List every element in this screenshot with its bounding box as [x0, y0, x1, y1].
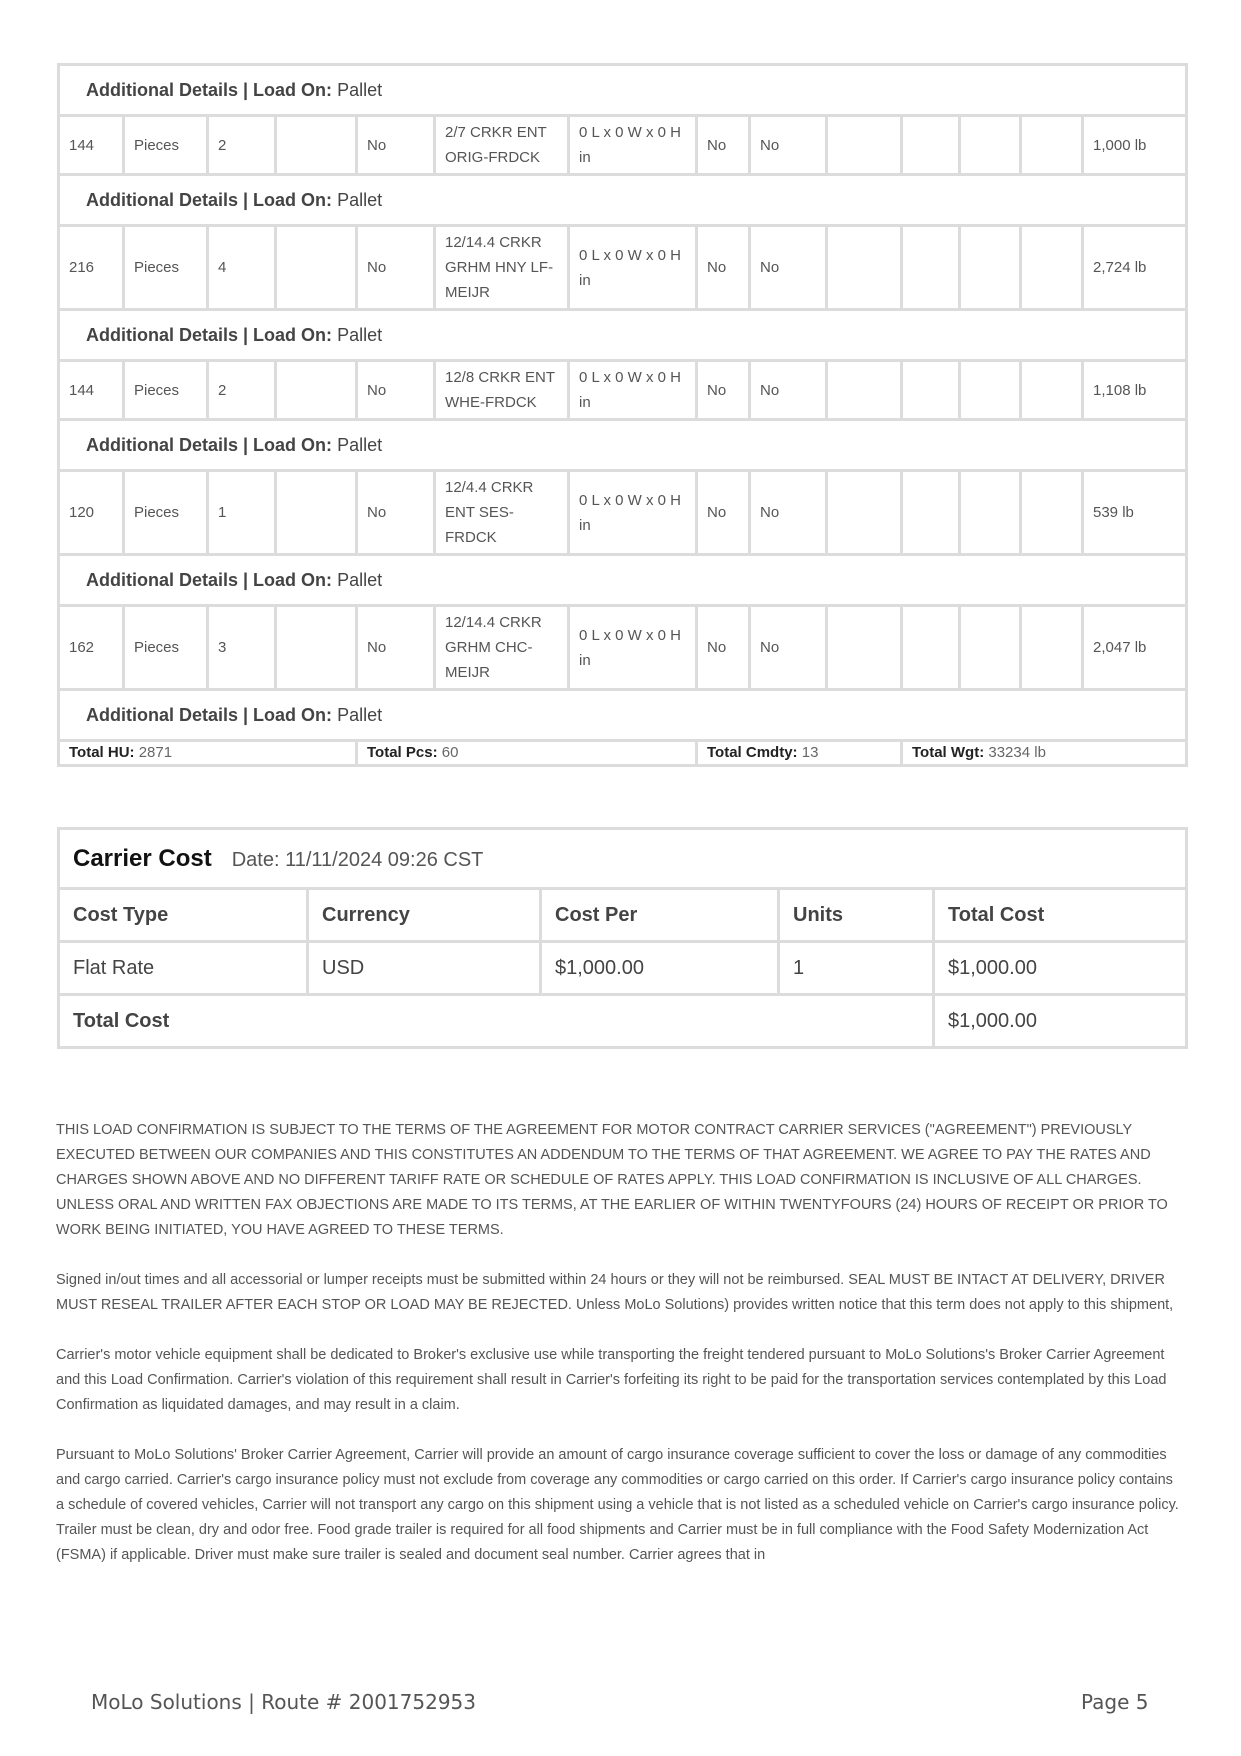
blank-cell — [1021, 226, 1083, 310]
blank-cell — [1021, 606, 1083, 690]
additional-details-label: Additional Details | Load On: — [86, 569, 333, 590]
blank-cell — [960, 116, 1021, 175]
blank-cell — [276, 606, 357, 690]
flag-cell: No — [750, 116, 827, 175]
additional-details-row — [59, 310, 1187, 361]
hazmat-cell: No — [357, 606, 435, 690]
column-header: Cost Type — [59, 889, 308, 942]
cost-type-cell: Flat Rate — [59, 942, 308, 995]
flag-cell: No — [750, 361, 827, 420]
flag-cell: No — [750, 471, 827, 555]
additional-details-row — [59, 555, 1187, 606]
blank-cell — [960, 471, 1021, 555]
weight-cell: 1,000 lb — [1083, 116, 1187, 175]
total-wgt — [902, 741, 1187, 766]
blank-cell — [1021, 116, 1083, 175]
blank-cell — [902, 606, 960, 690]
freight-item-row — [59, 361, 1187, 420]
additional-details-row — [59, 420, 1187, 471]
column-header: Cost Per — [541, 889, 779, 942]
pieces-cell: 2 — [208, 361, 276, 420]
hazmat-cell: No — [357, 116, 435, 175]
additional-details-label: Additional Details | Load On: — [86, 704, 333, 725]
blank-cell — [1021, 361, 1083, 420]
blank-cell — [827, 471, 902, 555]
load-on-value: Pallet — [337, 434, 383, 455]
blank-cell — [276, 116, 357, 175]
carrier-cost-table — [57, 827, 1188, 1049]
terms-paragraph: Pursuant to MoLo Solutions' Broker Carrier Agreement, Carrier will provide an amount of cargo insurance coverage sufficient to cover the loss or damage of any commodities and cargo carried. Carrier's cargo insurance policy must not exclude from coverage any commodities or cargo carried on this order. If Carrier's cargo insurance policy contains a schedule of covered vehicles, Carrier will not transport any cargo on this shipment using a vehicle that is not listed as a scheduled vehicle on Carrier's cargo insurance policy. Trailer must be clean, dry and odor free. Food grade trailer is required for all food shipments and Carrier must be in full compliance with the Food Safety Modernization Act (FSMA) if applicable. Driver must make sure trailer is sealed and document seal number. Carrier agrees that in — [56, 1447, 1179, 1563]
total-pcs-value: 60 — [441, 744, 459, 761]
additional-details-label: Additional Details | Load On: — [86, 324, 333, 345]
freight-items-table — [57, 63, 1188, 767]
blank-cell — [827, 226, 902, 310]
total-hu-value: 2871 — [138, 744, 173, 761]
dimensions-cell: 0 L x 0 W x 0 H in — [569, 116, 697, 175]
additional-details-label: Additional Details | Load On: — [86, 79, 333, 100]
pieces-cell: 4 — [208, 226, 276, 310]
total-wgt-value: 33234 lb — [988, 744, 1046, 761]
flag-cell: No — [697, 606, 750, 690]
dimensions-cell: 0 L x 0 W x 0 H in — [569, 606, 697, 690]
weight-cell: 2,724 lb — [1083, 226, 1187, 310]
additional-details-label: Additional Details | Load On: — [86, 434, 333, 455]
handling-units-cell: 216 — [59, 226, 124, 310]
total-cost-value: $1,000.00 — [934, 995, 1187, 1048]
blank-cell — [827, 361, 902, 420]
blank-cell — [902, 226, 960, 310]
total-cmdty-value: 13 — [801, 744, 819, 761]
total-hu — [59, 741, 357, 766]
load-on-value: Pallet — [337, 324, 383, 345]
additional-details-row — [59, 175, 1187, 226]
total-cmdty — [697, 741, 902, 766]
unit-type-cell: Pieces — [124, 226, 208, 310]
column-header: Currency — [308, 889, 541, 942]
blank-cell — [902, 471, 960, 555]
carrier-cost-title: Carrier Cost — [73, 844, 212, 872]
weight-cell: 2,047 lb — [1083, 606, 1187, 690]
pieces-cell: 2 — [208, 116, 276, 175]
blank-cell — [276, 471, 357, 555]
flag-cell: No — [697, 471, 750, 555]
carrier-cost-row — [59, 942, 1187, 995]
blank-cell — [827, 116, 902, 175]
currency-cell: USD — [308, 942, 541, 995]
additional-details-label: Additional Details | Load On: — [86, 189, 333, 210]
unit-type-cell: Pieces — [124, 361, 208, 420]
freight-item-row — [59, 606, 1187, 690]
description-cell: 2/7 CRKR ENT ORIG-FRDCK — [435, 116, 569, 175]
hazmat-cell: No — [357, 226, 435, 310]
total-cmdty-label: Total Cmdty: — [707, 744, 798, 761]
column-header: Units — [779, 889, 934, 942]
footer-route: MoLo Solutions | Route # 2001752953 — [91, 1690, 476, 1714]
blank-cell — [827, 606, 902, 690]
carrier-cost-header-row — [59, 889, 1187, 942]
freight-totals-row — [59, 741, 1187, 766]
terms-section — [56, 1118, 1184, 1593]
carrier-cost-date: Date: 11/11/2024 09:26 CST — [231, 848, 484, 871]
description-cell: 12/14.4 CRKR GRHM CHC-MEIJR — [435, 606, 569, 690]
freight-item-row — [59, 471, 1187, 555]
blank-cell — [276, 226, 357, 310]
column-header: Total Cost — [934, 889, 1187, 942]
load-on-value: Pallet — [337, 79, 383, 100]
load-on-value: Pallet — [337, 704, 383, 725]
freight-item-row — [59, 116, 1187, 175]
footer-page-number: Page 5 — [1081, 1690, 1149, 1714]
carrier-cost-title-row — [59, 829, 1187, 889]
dimensions-cell: 0 L x 0 W x 0 H in — [569, 361, 697, 420]
total-pcs-label: Total Pcs: — [367, 744, 438, 761]
description-cell: 12/4.4 CRKR ENT SES-FRDCK — [435, 471, 569, 555]
additional-details-row — [59, 65, 1187, 116]
load-on-value: Pallet — [337, 569, 383, 590]
terms-paragraph: THIS LOAD CONFIRMATION IS SUBJECT TO THE TERMS OF THE AGREEMENT FOR MOTOR CONTRACT CARRIER SERVICES ("AGREEMENT") PREVIOUSLY EXECUTED BETWEEN OUR COMPANIES AND THIS CONSTITUTES AN ADDENDUM TO THE TERMS OF THAT AGREEMENT. WE AGREE TO PAY THE RATES AND CHARGES SHOWN ABOVE AND NO DIFFERENT TARIFF RATE OR SCHEDULE OF RATES APPLY. THIS LOAD CONFIRMATION IS INCLUSIVE OF ALL CHARGES. UNLESS ORAL AND WRITTEN FAX OBJECTIONS ARE MADE TO ITS TERMS, AT THE EARLIER OF WITHIN TWENTYFOURS (24) HOURS OF RECEIPT OR PRIOR TO WORK BEING INITIATED, YOU HAVE AGREED TO THESE TERMS. — [56, 1122, 1168, 1238]
units-cell: 1 — [779, 942, 934, 995]
weight-cell: 539 lb — [1083, 471, 1187, 555]
cost-per-cell: $1,000.00 — [541, 942, 779, 995]
blank-cell — [960, 361, 1021, 420]
blank-cell — [902, 361, 960, 420]
pieces-cell: 1 — [208, 471, 276, 555]
freight-item-row — [59, 226, 1187, 310]
flag-cell: No — [697, 226, 750, 310]
total-wgt-label: Total Wgt: — [912, 744, 985, 761]
terms-paragraph: Carrier's motor vehicle equipment shall be dedicated to Broker's exclusive use while transporting the freight tendered pursuant to MoLo Solutions's Broker Carrier Agreement and this Load Confirmation. Carrier's violation of this requirement shall result in Carrier's forfeiting its right to be paid for the transportation services contemplated by this Load Confirmation as liquidated damages, and may result in a claim. — [56, 1347, 1167, 1413]
flag-cell: No — [697, 116, 750, 175]
hazmat-cell: No — [357, 471, 435, 555]
weight-cell: 1,108 lb — [1083, 361, 1187, 420]
unit-type-cell: Pieces — [124, 116, 208, 175]
unit-type-cell: Pieces — [124, 606, 208, 690]
description-cell: 12/14.4 CRKR GRHM HNY LF-MEIJR — [435, 226, 569, 310]
handling-units-cell: 120 — [59, 471, 124, 555]
handling-units-cell: 144 — [59, 116, 124, 175]
flag-cell: No — [697, 361, 750, 420]
blank-cell — [960, 226, 1021, 310]
total-cost-cell: $1,000.00 — [934, 942, 1187, 995]
hazmat-cell: No — [357, 361, 435, 420]
dimensions-cell: 0 L x 0 W x 0 H in — [569, 471, 697, 555]
description-cell: 12/8 CRKR ENT WHE-FRDCK — [435, 361, 569, 420]
blank-cell — [276, 361, 357, 420]
blank-cell — [902, 116, 960, 175]
load-on-value: Pallet — [337, 189, 383, 210]
blank-cell — [1021, 471, 1083, 555]
total-hu-label: Total HU: — [69, 744, 135, 761]
handling-units-cell: 162 — [59, 606, 124, 690]
unit-type-cell: Pieces — [124, 471, 208, 555]
blank-cell — [960, 606, 1021, 690]
pieces-cell: 3 — [208, 606, 276, 690]
terms-paragraph: Signed in/out times and all accessorial or lumper receipts must be submitted within 24 hours or they will not be reimbursed. SEAL MUST BE INTACT AT DELIVERY, DRIVER MUST RESEAL TRAILER AFTER EACH STOP OR LOAD MAY BE REJECTED. Unless MoLo Solutions) provides written notice that this term does not apply to this shipment, — [56, 1272, 1174, 1313]
total-pcs — [357, 741, 697, 766]
total-cost-label: Total Cost — [59, 995, 934, 1048]
flag-cell: No — [750, 606, 827, 690]
carrier-cost-total-row — [59, 995, 1187, 1048]
handling-units-cell: 144 — [59, 361, 124, 420]
additional-details-row — [59, 690, 1187, 741]
flag-cell: No — [750, 226, 827, 310]
dimensions-cell: 0 L x 0 W x 0 H in — [569, 226, 697, 310]
